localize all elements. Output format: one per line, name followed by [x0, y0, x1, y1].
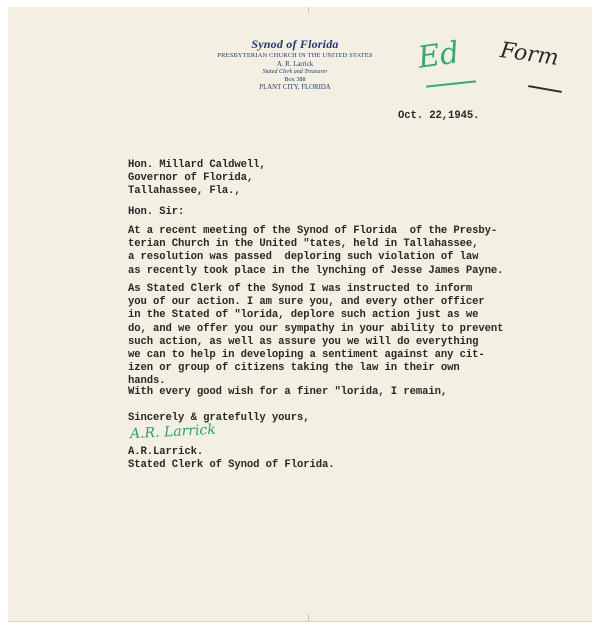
addressee-block	[128, 159, 266, 199]
paragraph-line: a resolution was passed deploring such violation of law	[128, 251, 479, 264]
paragraph-2	[128, 283, 503, 389]
letter-date: Oct. 22,1945.	[398, 110, 480, 122]
paragraph-line: hands.	[128, 375, 166, 388]
addressee-line: Hon. Millard Caldwell,	[128, 159, 266, 171]
closing: Sincerely & gratefully yours,	[128, 412, 310, 424]
signer-title: Stated Clerk of Synod of Florida.	[128, 459, 335, 472]
paragraph-line: do, and we offer you our sympathy in your ability to prevent	[128, 322, 504, 335]
letterhead-church: PRESBYTERIAN CHURCH IN THE UNITED STATES	[217, 51, 373, 59]
paragraph-line: As Stated Clerk of the Synod I was instructed to inform	[128, 283, 473, 295]
handwritten-signature: A.R. Larrick	[129, 421, 217, 443]
letterhead-title: Synod of Florida	[251, 37, 339, 51]
paragraph-line: you of our action. I am sure you, and every other officer	[128, 296, 485, 309]
paragraph-line: we can to help in developing a sentiment against any cit-	[128, 349, 485, 362]
addressee-line: Governor of Florida,	[128, 172, 254, 185]
green-handwritten-mark: Ed	[415, 35, 462, 76]
paragraph-3: With every good wish for a finer "lorida, I remain,	[128, 386, 448, 398]
paragraph-line: terian Church in the United "tates, held in Tallahassee,	[128, 238, 479, 251]
letterhead-name: A. R. Larrick	[276, 61, 314, 69]
paragraph-line: as recently took place in the lynching of Jesse James Payne.	[128, 264, 504, 277]
fold-mark-bottom	[308, 614, 309, 621]
letterhead-role: Stated Clerk and Treasurer	[262, 69, 328, 76]
addressee-line: Tallahassee, Fla.,	[128, 185, 241, 198]
paragraph-line: izen or group of citizens taking the law in their own	[128, 362, 460, 375]
dark-handwritten-mark: Form	[498, 38, 561, 71]
signer-name: A.R.Larrick.	[128, 446, 204, 458]
letterhead-box: Box 388	[284, 75, 306, 83]
paragraph-line: in the Stated of "lorida, deplore such action just as we	[128, 309, 479, 322]
paragraph-1	[128, 225, 503, 278]
letterhead	[190, 38, 400, 91]
signer-block	[128, 446, 335, 472]
paragraph-line: such action, as well as assure you we will do everything	[128, 335, 479, 348]
letterhead-city: PLANT CITY, FLORIDA	[259, 84, 331, 92]
fold-mark-top	[308, 7, 309, 13]
salutation: Hon. Sir:	[128, 206, 185, 218]
paragraph-line: At a recent meeting of the Synod of Florida of the Presby-	[128, 225, 498, 237]
